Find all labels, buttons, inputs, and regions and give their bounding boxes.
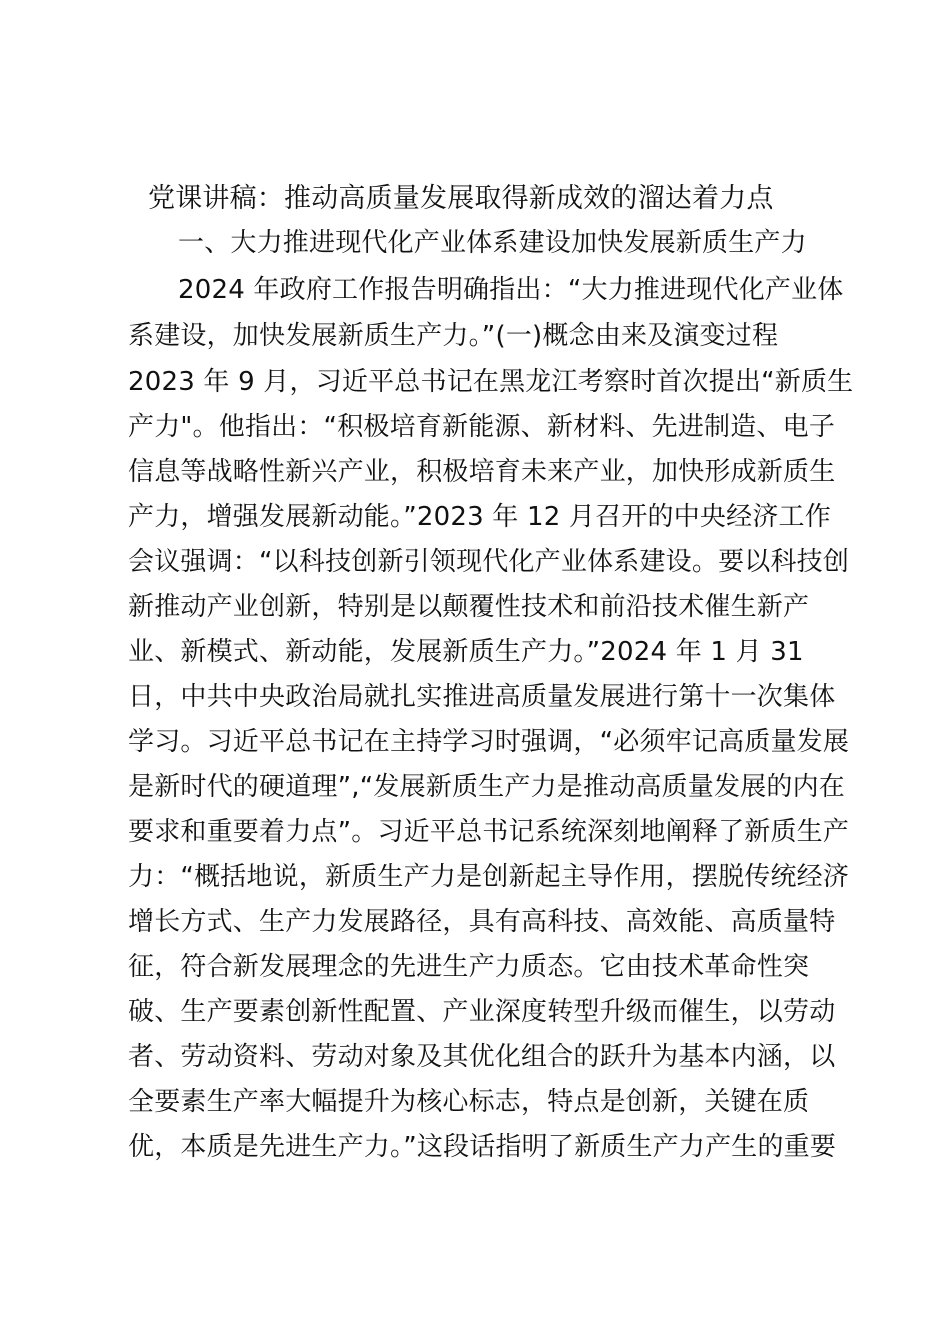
body-line: 产力"。他指出：“积极培育新能源、新材料、先进制造、电子 [128,412,836,442]
body-line: 新推动产业创新，特别是以颠覆性技术和前沿技术催生新产 [128,592,810,622]
section-heading: 一、大力推进现代化产业体系建设加快发展新质生产力 [178,228,807,258]
body-line: 2024 年政府工作报告明确指出：“大力推进现代化产业体 [178,275,844,305]
body-line: 力：“概括地说，新质生产力是创新起主导作用，摆脱传统经济 [128,862,850,892]
body-line: 全要素生产率大幅提升为核心标志，特点是创新，关键在质 [128,1087,810,1117]
body-line: 信息等战略性新兴产业，积极培育未来产业，加快形成新质生 [128,457,836,487]
body-line: 业、新模式、新动能，发展新质生产力。”2024 年 1 月 31 [128,637,804,667]
body-line: 增长方式、生产力发展路径，具有高科技、高效能、高质量特 [128,907,836,937]
body-line: 破、生产要素创新性配置、产业深度转型升级而催生，以劳动 [128,997,836,1027]
body-line: 产力，增强发展新动能。”2023 年 12 月召开的中央经济工作 [128,502,831,532]
body-line: 要求和重要着力点”。习近平总书记系统深刻地阐释了新质生产 [128,817,850,847]
body-line: 学习。习近平总书记在主持学习时强调，“必须牢记高质量发展 [128,727,850,757]
document-title: 党课讲稿：推动高质量发展取得新成效的溜达着力点 [148,183,774,214]
body-line: 系建设，加快发展新质生产力。”(一)概念由来及演变过程 [128,321,779,351]
body-line: 是新时代的硬道理”,“发展新质生产力是推动高质量发展的内在 [128,772,846,802]
body-line: 会议强调：“以科技创新引领现代化产业体系建设。要以科技创 [128,547,850,577]
body-line: 征，符合新发展理念的先进生产力质态。它由技术革命性突 [128,952,810,982]
body-line: 优，本质是先进生产力。”这段话指明了新质生产力产生的重要 [128,1132,837,1162]
body-line: 2023 年 9 月，习近平总书记在黑龙江考察时首次提出“新质生 [128,367,854,397]
body-line: 日，中共中央政治局就扎实推进高质量发展进行第十一次集体 [128,682,836,712]
body-line: 者、劳动资料、劳动对象及其优化组合的跃升为基本内涵，以 [128,1042,836,1072]
